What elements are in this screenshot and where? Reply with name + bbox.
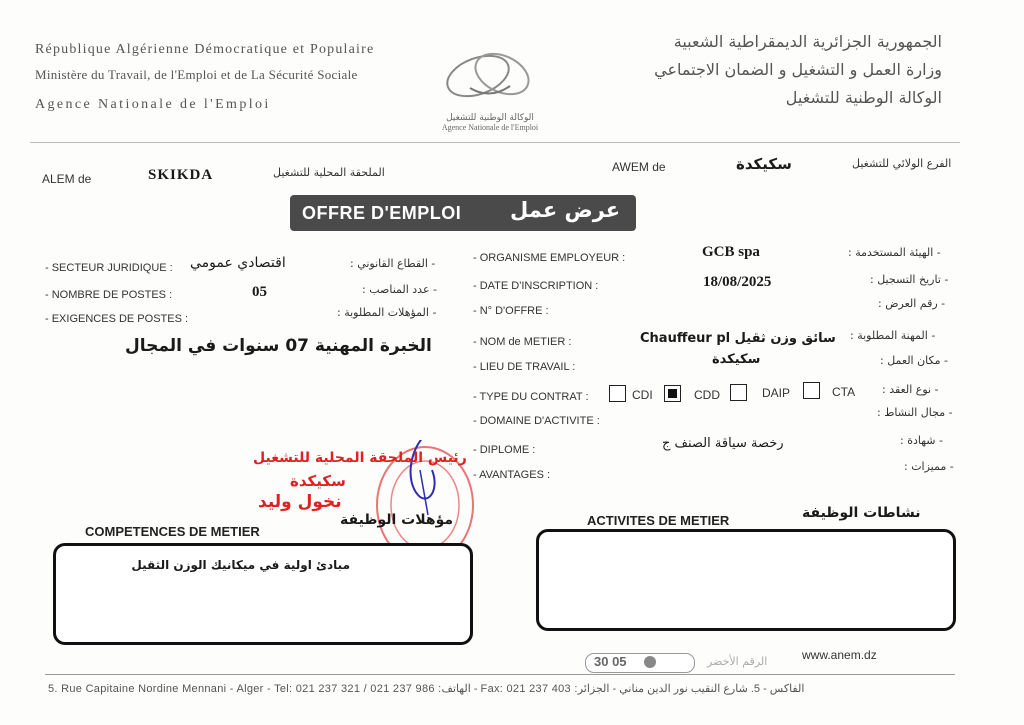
stamp-line3: نخول وليد	[258, 492, 342, 512]
date-ar-label: - تاريخ التسجيل :	[870, 273, 949, 286]
domaine-label: - DOMAINE D'ACTIVITE :	[473, 415, 600, 427]
green-number-badge	[585, 653, 695, 673]
stamp-line2: سكيكدة	[290, 472, 346, 490]
diplome-ar-label: - شهادة :	[900, 434, 943, 447]
metier-value: Chauffeur pl سائق وزن ثقيل	[640, 331, 836, 346]
postes-ar-label: - عدد المناصب :	[362, 283, 437, 296]
footer-divider	[45, 674, 955, 675]
header-ar-republic: الجمهورية الجزائرية الديمقراطية الشعبية	[673, 32, 942, 51]
offre-ar-label: - رقم العرض :	[878, 297, 946, 310]
awem-ar-label: الفرع الولائي للتشغيل	[852, 157, 952, 170]
organisme-label: - ORGANISME EMPLOYEUR :	[473, 252, 626, 264]
postes-label: - NOMBRE DE POSTES :	[45, 289, 173, 301]
anem-logo-icon	[430, 38, 550, 108]
header-ar-agency: الوكالة الوطنية للتشغيل	[785, 88, 942, 107]
header-fr-agency: Agence Nationale de l'Emploi	[35, 97, 271, 112]
diplome-value: رخصة سياقة الصنف ج	[662, 436, 784, 451]
header-divider	[30, 142, 960, 143]
green-number: 30 05	[594, 654, 627, 669]
activites-ar-title: نشاطات الوظيفة	[802, 505, 921, 521]
banner-ar-title: عرض عمل	[510, 198, 621, 222]
phone-icon	[644, 656, 656, 668]
header-ar-ministry: وزارة العمل و التشغيل و الضمان الاجتماعي	[654, 60, 942, 79]
secteur-label: - SECTEUR JURIDIQUE :	[45, 262, 173, 274]
avantages-label: - AVANTAGES :	[473, 469, 551, 481]
diplome-label: - DIPLOME :	[473, 444, 536, 456]
avantages-ar-label: - مميزات :	[904, 460, 954, 473]
green-number-label: الرقم الأخضر	[707, 655, 768, 668]
alem-ar-label: الملحقة المحلية للتشغيل	[273, 166, 385, 179]
date-label: - DATE D'INSCRIPTION :	[473, 280, 599, 292]
contrat-label: - TYPE DU CONTRAT :	[473, 391, 589, 403]
logo-fr-text: Agence Nationale de l'Emploi	[441, 123, 539, 132]
cta-checkbox[interactable]	[803, 382, 820, 399]
offre-label: - N° D'OFFRE :	[473, 305, 549, 317]
activites-box[interactable]	[536, 529, 956, 631]
metier-label: - NOM de METIER :	[473, 336, 572, 348]
competences-content: مبادئ اولية في ميكانيك الوزن الثقيل	[131, 558, 350, 572]
exigences-label: - EXIGENCES DE POSTES :	[45, 313, 189, 325]
domaine-ar-label: - مجال النشاط :	[877, 406, 953, 419]
lieu-value: سكيكدة	[712, 352, 761, 367]
postes-value: 05	[252, 284, 267, 300]
lieu-ar-label: - مكان العمل :	[880, 354, 948, 367]
footer-address: 5. Rue Capitaine Nordine Mennani - Alger - Tel: 021 237 321 / 021 237 986 :الهاتف - Fax: 021 237 403 :الفاكس - 5. شارع النقيب نور الدين مناني - الجزائر	[48, 683, 805, 695]
competences-ar-title: مؤهلات الوظيفة	[340, 512, 454, 528]
exigences-ar-label: - المؤهلات المطلوبة :	[337, 306, 437, 319]
alem-label: ALEM de	[42, 172, 92, 186]
cdd-checkbox[interactable]	[664, 385, 681, 402]
daip-label: DAIP	[762, 386, 791, 400]
secteur-value: اقتصادي عمومي	[190, 255, 286, 271]
offre-emploi-banner	[290, 195, 636, 231]
exigences-value: الخبرة المهنية 07 سنوات في المجال	[125, 336, 432, 356]
stamp-line1: رئيس الملحقة المحلية للتشغيل	[253, 450, 467, 466]
organisme-ar-label: - الهيئة المستخدمة :	[848, 246, 941, 259]
competences-title: COMPETENCES DE METIER	[85, 524, 260, 539]
alem-value: SKIKDA	[148, 167, 214, 183]
activites-title: ACTIVITES DE METIER	[587, 513, 730, 528]
lieu-label: - LIEU DE TRAVAIL :	[473, 361, 576, 373]
header-fr-republic: République Algérienne Démocratique et Populaire	[35, 42, 375, 57]
date-value: 18/08/2025	[703, 274, 772, 290]
metier-ar-label: - المهنة المطلوبة :	[850, 329, 936, 342]
cta-label: CTA	[832, 385, 856, 399]
header-fr-ministry: Ministère du Travail, de l'Emploi et de La Sécurité Sociale	[35, 67, 358, 82]
website-link[interactable]: www.anem.dz	[802, 648, 877, 662]
awem-label: AWEM de	[612, 160, 666, 174]
awem-value: سكيكدة	[736, 155, 792, 173]
organisme-value: GCB spa	[702, 244, 760, 260]
daip-checkbox[interactable]	[730, 384, 747, 401]
banner-fr-title: OFFRE D'EMPLOI	[302, 203, 462, 223]
contrat-ar-label: - نوع العقد :	[882, 383, 939, 396]
anem-logo	[430, 38, 550, 138]
secteur-ar-label: - القطاع القانوني :	[350, 257, 436, 270]
logo-ar-text: الوكالة الوطنية للتشغيل	[446, 113, 534, 123]
competences-box[interactable]	[53, 543, 473, 645]
cdi-checkbox[interactable]	[609, 385, 626, 402]
cdi-label: CDI	[632, 388, 653, 402]
cdd-label: CDD	[694, 388, 720, 402]
